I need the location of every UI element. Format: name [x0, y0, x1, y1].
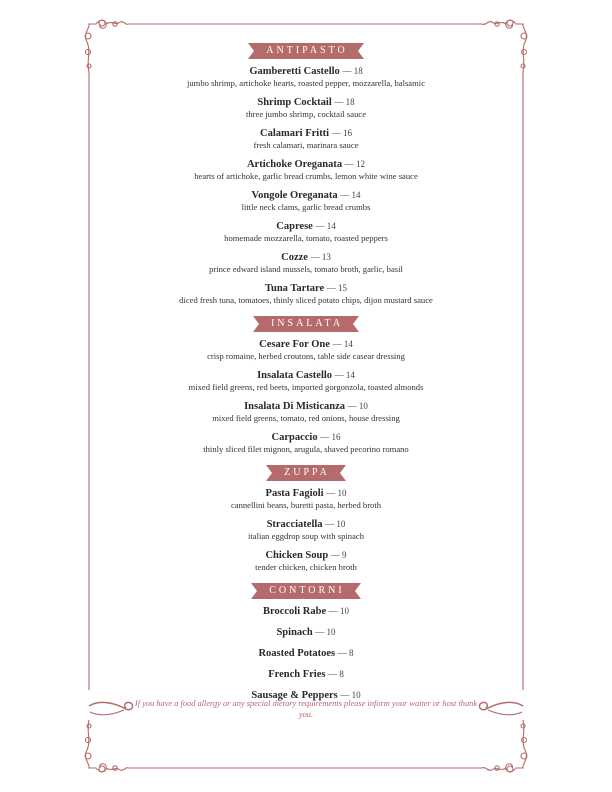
item-description: mixed field greens, red beets, imported gorgonzola, toasted almonds [188, 382, 424, 392]
dash: — [342, 66, 352, 76]
menu-item [90, 338, 522, 362]
item-price: 10 [351, 690, 361, 700]
item-name: Sausage & Peppers [251, 690, 338, 701]
dash: — [330, 550, 340, 560]
item-price: 10 [337, 488, 347, 498]
menu-item [90, 96, 522, 120]
item-description: tender chicken, chicken broth [255, 562, 357, 572]
item-price: 16 [342, 128, 352, 138]
dash: — [334, 370, 344, 380]
item-price: 9 [342, 550, 347, 560]
menu-item [90, 518, 522, 542]
item-name: Calamari Fritti [260, 128, 330, 139]
item-name: Artichoke Oreganata [246, 159, 343, 170]
item-description: thinly sliced filet mignon, arugula, shaved pecorino romano [203, 444, 409, 454]
section-banner: ANTIPASTO [248, 43, 363, 59]
menu-item [90, 220, 522, 244]
item-price: 15 [338, 283, 348, 293]
dash: — [344, 159, 354, 169]
dash: — [347, 401, 357, 411]
dash: — [332, 339, 342, 349]
item-name: Chicken Soup [265, 550, 329, 561]
item-price: 18 [345, 97, 355, 107]
item-description: homemade mozzarella, tomato, roasted peppers [224, 233, 388, 243]
menu-item [90, 65, 522, 89]
item-name: Tuna Tartare [264, 283, 325, 294]
item-description: mixed field greens, tomato, red onions, house dressing [212, 413, 400, 423]
item-description: diced fresh tuna, tomatoes, thinly sliced potato chips, dijon mustard sauce [179, 295, 433, 305]
item-name: Insalata Castello [257, 370, 333, 381]
item-description: little neck clams, garlic bread crumbs [241, 202, 371, 212]
item-name: Pasta Fagioli [265, 488, 324, 499]
menu-item [90, 158, 522, 182]
item-name: French Fries [268, 669, 326, 680]
dash: — [315, 627, 325, 637]
item-price: 14 [345, 370, 355, 380]
item-price: 14 [351, 190, 361, 200]
item-description: hearts of artichoke, garlic bread crumbs, lemon white wine sauce [194, 171, 418, 181]
dash: — [337, 648, 347, 658]
item-price: 12 [356, 159, 366, 169]
item-price: 10 [336, 519, 346, 529]
section-antipasto [90, 40, 522, 306]
menu-item [90, 127, 522, 151]
dash: — [340, 690, 350, 700]
dash: — [328, 606, 338, 616]
item-name: Spinach [276, 627, 313, 638]
dash: — [328, 669, 338, 679]
item-price: 8 [349, 648, 354, 658]
section-zuppa [90, 462, 522, 573]
menu-item [90, 369, 522, 393]
menu-item [90, 282, 522, 306]
item-name: Cozze [281, 252, 308, 263]
item-price: 14 [343, 339, 353, 349]
dash: — [334, 97, 344, 107]
dash: — [310, 252, 320, 262]
item-name: Caprese [276, 221, 313, 232]
dash: — [326, 283, 336, 293]
dash: — [315, 221, 325, 231]
item-name: Roasted Potatoes [258, 648, 336, 659]
item-description: prince edward island mussels, tomato broth, garlic, basil [209, 264, 403, 274]
item-name: Cesare For One [259, 339, 330, 350]
section-banner: CONTORNI [251, 583, 360, 599]
item-name: Broccoli Rabe [263, 606, 327, 617]
section-insalata [90, 313, 522, 455]
section-contorni [90, 580, 522, 702]
item-price: 13 [321, 252, 331, 262]
item-price: 10 [339, 606, 349, 616]
menu-item [90, 431, 522, 455]
dash: — [331, 128, 341, 138]
item-name: Gamberetti Castello [249, 66, 340, 77]
item-name: Stracciatella [266, 519, 323, 530]
menu-item [90, 487, 522, 511]
menu-content [90, 40, 522, 710]
item-name: Shrimp Cocktail [257, 97, 332, 108]
item-price: 18 [353, 66, 363, 76]
menu-item [90, 400, 522, 424]
menu-item [90, 549, 522, 573]
item-price: 8 [339, 669, 344, 679]
menu-item [90, 647, 522, 660]
item-name: Vongole Oreganata [251, 190, 338, 201]
item-price: 10 [358, 401, 368, 411]
menu-item [90, 626, 522, 639]
item-price: 14 [326, 221, 336, 231]
dash: — [320, 432, 330, 442]
item-description: italian eggdrop soup with spinach [248, 531, 364, 541]
dash: — [325, 519, 335, 529]
dash: — [340, 190, 350, 200]
menu-item [90, 668, 522, 681]
menu-item [90, 251, 522, 275]
dash: — [326, 488, 336, 498]
menu-item [90, 189, 522, 213]
item-description: three jumbo shrimp, cocktail sauce [245, 109, 367, 119]
item-description: crisp romaine, herbed croutons, table side casear dressing [207, 351, 405, 361]
item-name: Insalata Di Misticanza [244, 401, 346, 412]
item-description: fresh calamari, marinara sauce [253, 140, 359, 150]
menu-item [90, 605, 522, 618]
section-banner: ZUPPA [266, 465, 346, 481]
item-price: 10 [326, 627, 336, 637]
section-banner: INSALATA [253, 316, 359, 332]
item-description: cannellini beans, buretti pasta, herbed broth [230, 500, 382, 510]
item-price: 16 [331, 432, 341, 442]
item-description: jumbo shrimp, artichoke hearts, roasted pepper, mozzarella, balsamic [186, 78, 426, 88]
allergy-note: If you have a food allergy or any special dietary requirements please inform your waiter or host thank you. [134, 699, 478, 719]
item-name: Carpaccio [271, 432, 318, 443]
